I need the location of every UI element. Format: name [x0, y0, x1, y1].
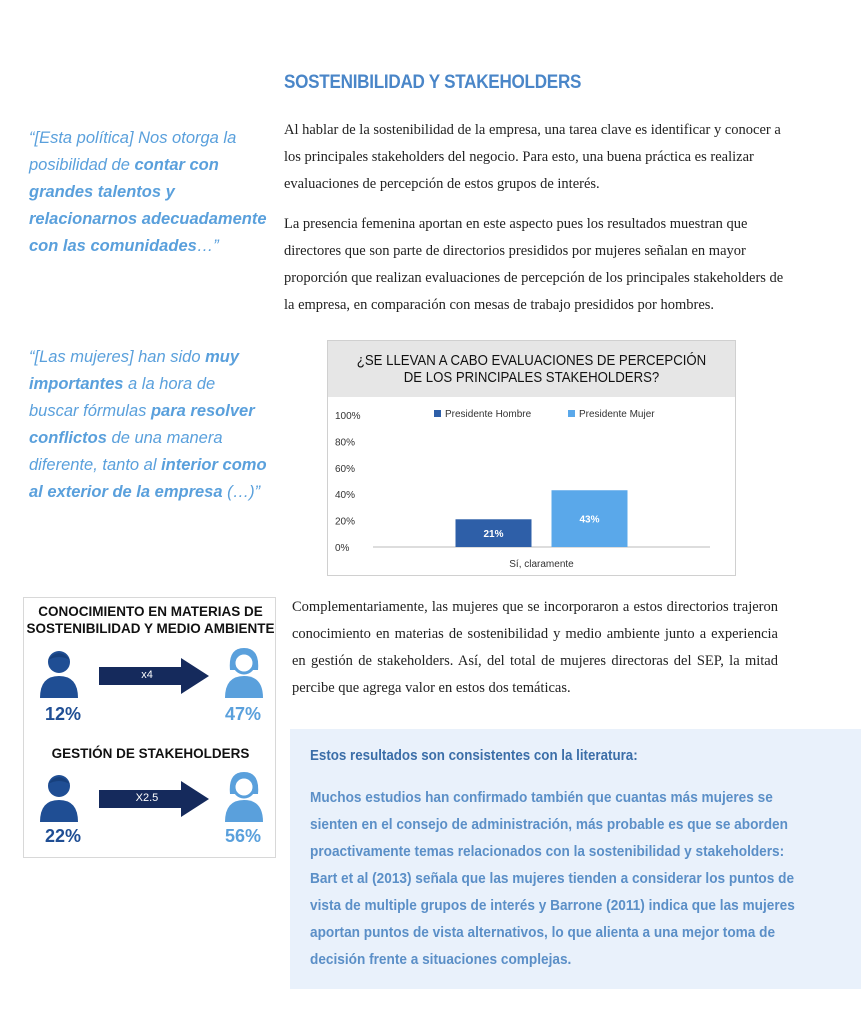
woman-icon	[224, 646, 264, 698]
men-percentage: 22%	[45, 826, 82, 846]
page-title: SOSTENIBILIDAD Y STAKEHOLDERS	[284, 72, 582, 93]
y-tick-label: 100%	[335, 411, 361, 422]
quote-women	[29, 344, 269, 506]
findings-paragraph: La presencia femenina aportan en este aspecto pues los resultados muestran que directores que son parte de directorios presididos por mujeres señalan en mayor proporción que realizan evaluaciones de percepción de los principales stakeholders de la empresa, en comparación con mesas de trabajo presididos por hombres.	[284, 216, 784, 313]
y-tick-label: 60%	[335, 463, 356, 475]
data-label: 21%	[483, 529, 504, 541]
literature-heading: Estos resultados son consistentes con la literatura:	[310, 748, 638, 764]
quote-emphasis: interior como al exterior de la empresa	[29, 456, 267, 501]
multiplier-label: x4	[141, 669, 153, 681]
stakeholder-evaluation-chart	[327, 340, 736, 576]
quote-emphasis: contar con grandes talentos y relacionarnos adecuadamente con las comunidades	[29, 156, 267, 255]
multiplier-label: X2.5	[135, 792, 159, 804]
quote-text: (…)”	[222, 483, 261, 501]
quote-text: “[Esta política] Nos otorga la posibilidad de	[29, 129, 237, 174]
quote-emphasis: para resolver conflictos	[29, 402, 255, 447]
infographic-heading-sustainability: CONOCIMIENTO EN MATERIAS DE SOSTENIBILIDAD Y MEDIO AMBIENTE	[26, 604, 275, 636]
infographic-box	[23, 597, 276, 858]
quote-policy	[29, 125, 269, 260]
y-tick-label: 40%	[335, 490, 356, 502]
legend-swatch	[568, 410, 575, 417]
x-category-label: Sí, claramente	[509, 559, 574, 570]
intro-paragraph: Al hablar de la sostenibilidad de la empresa, una tarea clave es identificar y conocer a los principales stakeholders del negocio. Para esto, una buena práctica es realizar evaluaciones de percepción de estos grupos de interés.	[284, 122, 781, 192]
legend-label: Presidente Mujer	[579, 409, 655, 420]
women-percentage: 56%	[225, 826, 262, 846]
literature-body: Muchos estudios han confirmado también que cuantas más mujeres se sienten en el consejo de administración, más probable es que se aborden proactivamente temas relacionados con la sostenibilidad y stakeholders: Bart et al (2013) señala que las mujeres tienden a considerar los puntos de vista de multiple grupos de interés y Barrone (2011) indica que las mujeres aportan puntos de vista alternativos, lo que alienta a una mejor toma de decisión frente a situaciones complejas.	[310, 790, 795, 968]
man-icon	[39, 772, 79, 822]
men-percentage: 12%	[45, 704, 82, 724]
complement-paragraph: Complementariamente, las mujeres que se incorporaron a estos directorios trajeron conocimiento en materias de sostenibilidad y medio ambiente junto a experiencia en gestión de stakeholders. Así, del total de mujeres directoras del SEP, la mitad percibe que agrega valor en estos dos temáticas.	[292, 599, 778, 696]
data-label: 43%	[579, 514, 600, 526]
quote-text: a la hora de buscar fórmulas	[29, 375, 216, 420]
chart-plot	[328, 341, 735, 575]
y-tick-label: 80%	[335, 437, 356, 449]
quote-text: de una manera diferente, tanto al	[29, 429, 223, 474]
man-icon	[39, 648, 79, 698]
quote-text: “[Las mujeres] han sido	[29, 348, 206, 366]
woman-icon	[224, 770, 264, 822]
quote-text: …”	[196, 237, 219, 255]
infographic-heading-stakeholders: GESTIÓN DE STAKEHOLDERS	[51, 746, 250, 761]
legend-swatch	[434, 410, 441, 417]
quote-emphasis: muy importantes	[29, 348, 240, 393]
y-tick-label: 20%	[335, 516, 356, 528]
legend-label: Presidente Hombre	[445, 409, 532, 420]
chart-title: ¿SE LLEVAN A CABO EVALUACIONES DE PERCEPCIÓN DE LOS PRINCIPALES STAKEHOLDERS?	[356, 352, 707, 386]
women-percentage: 47%	[225, 704, 262, 724]
literature-box	[290, 729, 861, 989]
y-tick-label: 0%	[335, 543, 350, 554]
